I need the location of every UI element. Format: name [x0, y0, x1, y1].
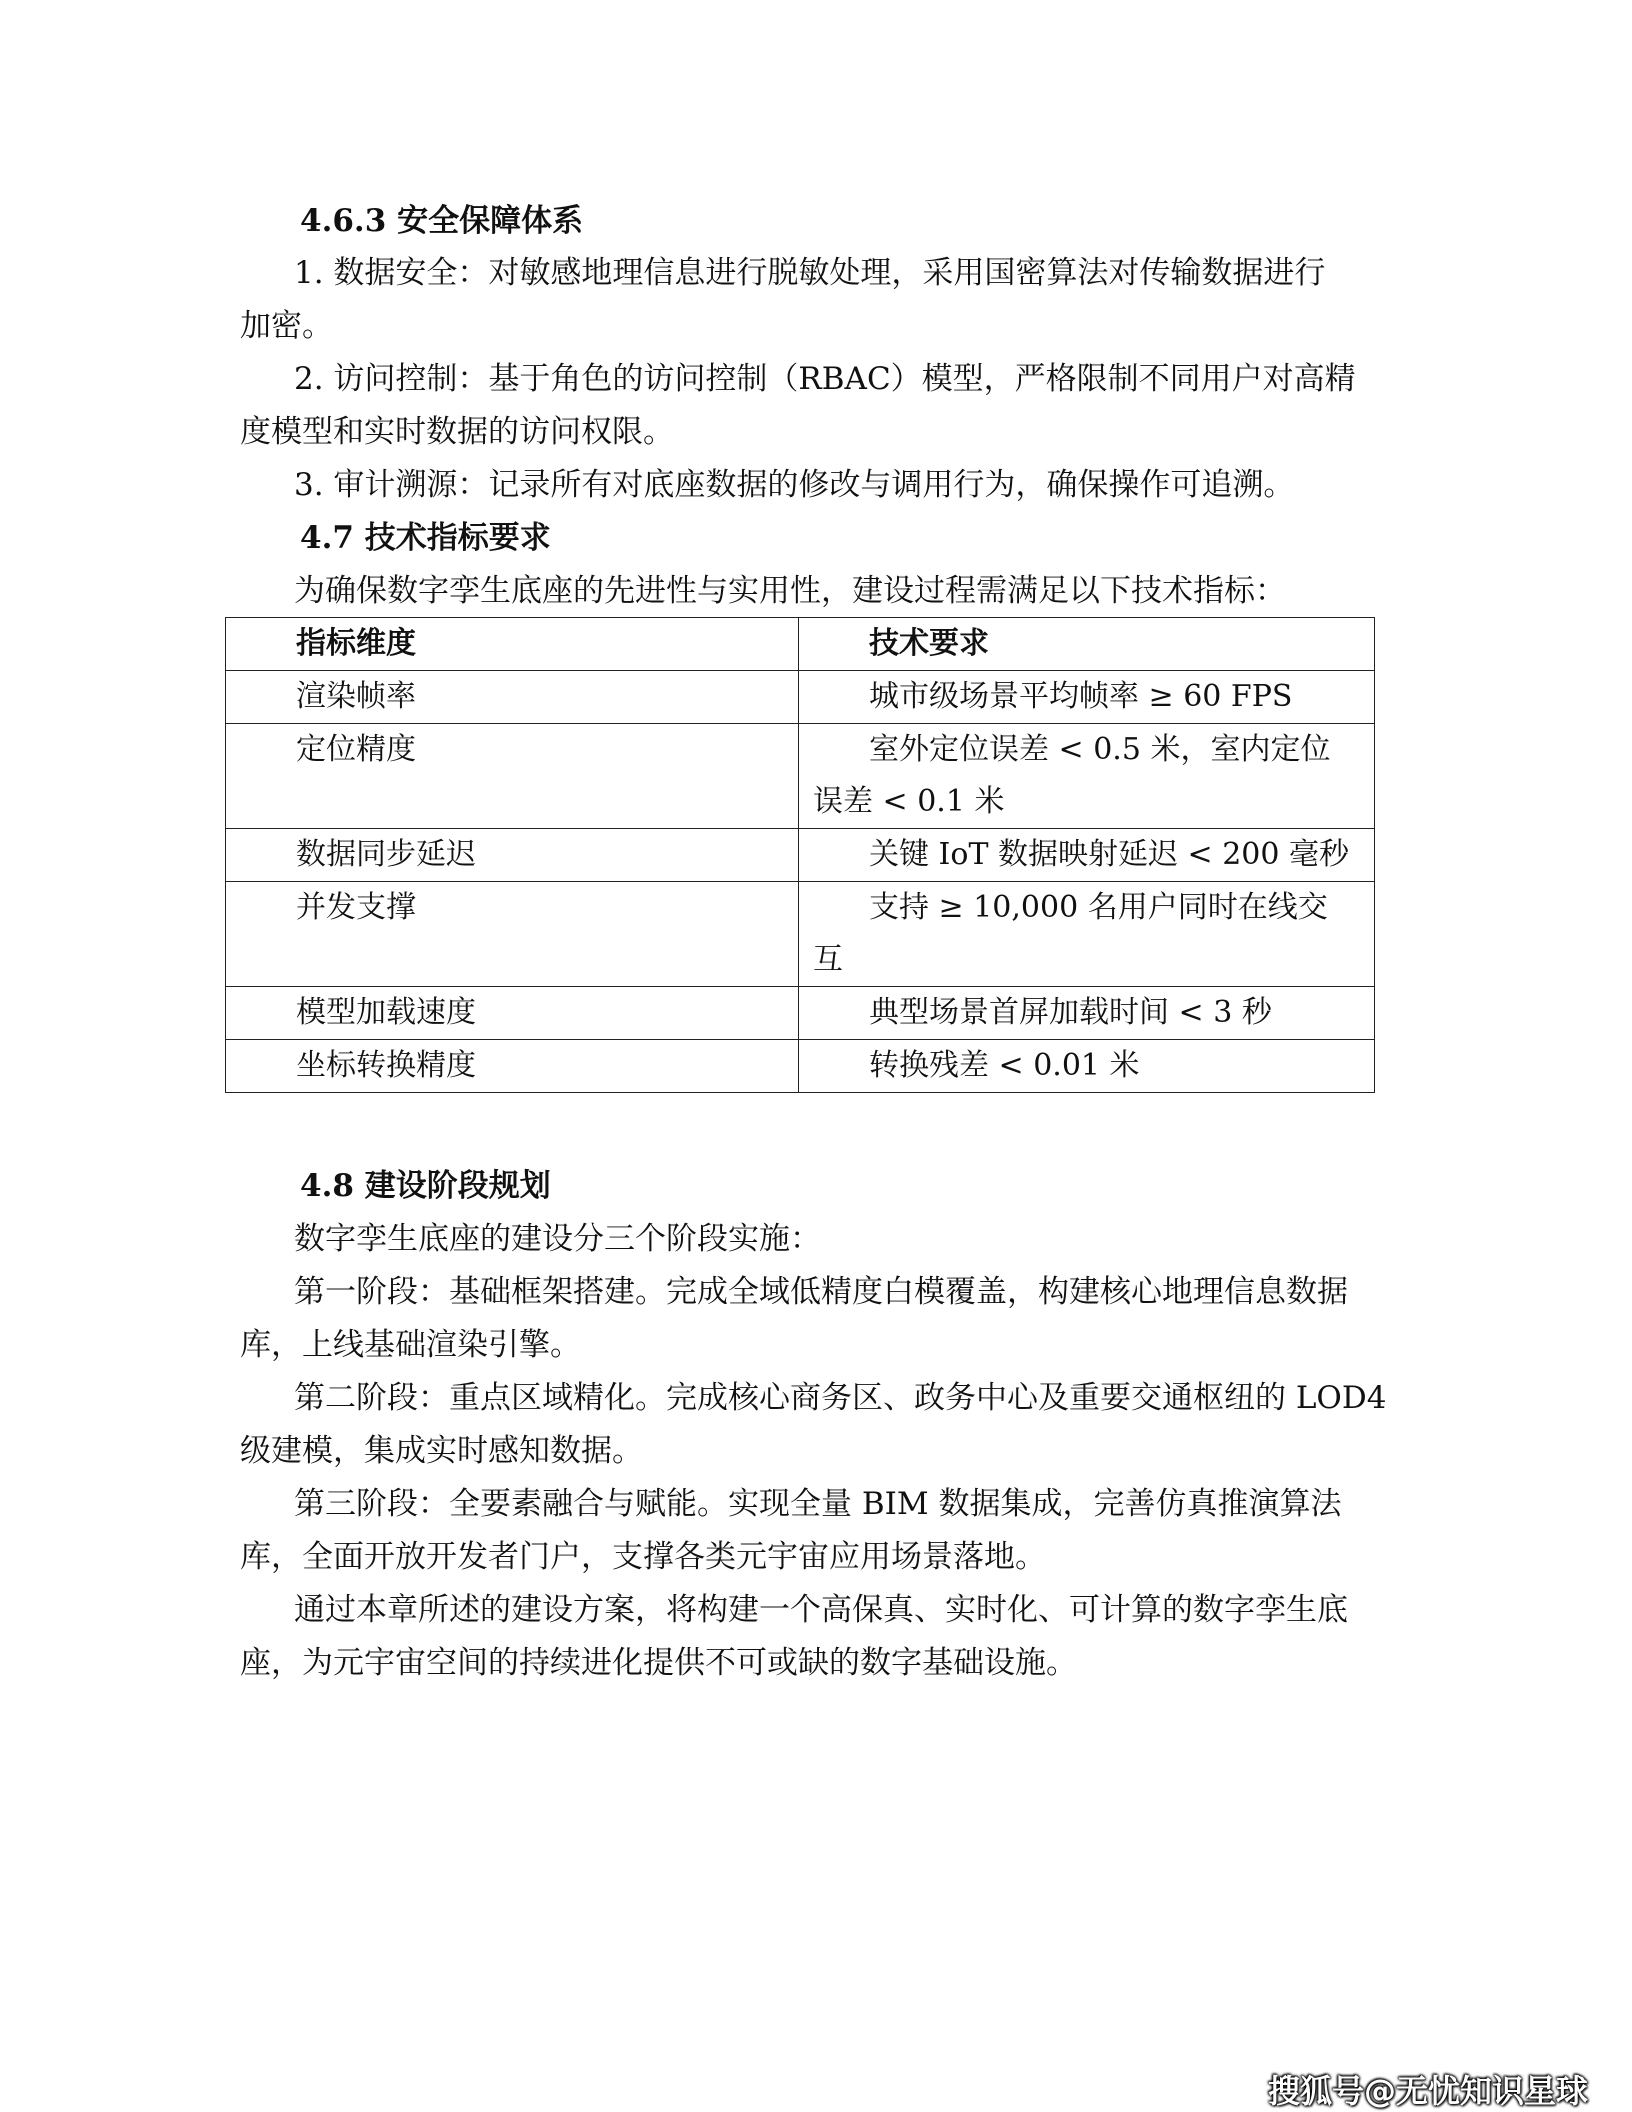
row-dimension: 数据同步延迟	[296, 837, 476, 872]
table-row	[226, 671, 1375, 724]
row-dimension: 坐标转换精度	[296, 1048, 476, 1083]
phases-intro: 数字孪生底座的建设分三个阶段实施：	[294, 1221, 821, 1257]
row-requirement: 关键 IoT 数据映射延迟 < 200 毫秒	[869, 837, 1349, 872]
paragraph-audit-trace: 3. 审计溯源：记录所有对底座数据的修改与调用行为，确保操作可追溯。	[294, 467, 1295, 503]
phase-two-line1: 第二阶段：重点区域精化。完成核心商务区、政务中心及重要交通枢纽的 LOD4	[294, 1380, 1387, 1416]
header-requirement: 技术要求	[869, 626, 989, 661]
row-dimension: 模型加载速度	[296, 995, 476, 1030]
conclusion-line2: 座，为元宇宙空间的持续进化提供不可或缺的数字基础设施。	[240, 1645, 1077, 1681]
paragraph-data-security-line1: 1. 数据安全：对敏感地理信息进行脱敏处理，采用国密算法对传输数据进行	[294, 255, 1326, 291]
row-dimension: 定位精度	[296, 732, 416, 767]
paragraph-access-control-line1: 2. 访问控制：基于角色的访问控制（RBAC）模型，严格限制不同用户对高精	[294, 361, 1356, 397]
header-dimension: 指标维度	[296, 626, 416, 661]
table-row	[226, 882, 1375, 987]
row-dimension: 渲染帧率	[296, 679, 416, 714]
row-requirement: 支持 ≥ 10,000 名用户同时在线交	[869, 890, 1328, 925]
section-heading-4-8: 4.8 建设阶段规划	[300, 1168, 551, 1204]
phase-two-line2: 级建模，集成实时感知数据。	[240, 1433, 643, 1469]
phase-one-line2: 库，上线基础渲染引擎。	[240, 1327, 581, 1363]
row-requirement: 典型场景首屏加载时间 < 3 秒	[869, 995, 1272, 1030]
row-requirement: 室外定位误差 < 0.5 米，室内定位	[869, 732, 1331, 767]
table-row	[226, 987, 1375, 1040]
conclusion-line1: 通过本章所述的建设方案，将构建一个高保真、实时化、可计算的数字孪生底	[294, 1592, 1348, 1628]
tech-spec-intro: 为确保数字孪生底座的先进性与实用性，建设过程需满足以下技术指标：	[294, 573, 1286, 609]
table-row	[226, 829, 1375, 882]
section-heading-4-7: 4.7 技术指标要求	[300, 520, 551, 556]
row-requirement: 城市级场景平均帧率 ≥ 60 FPS	[869, 679, 1293, 714]
row-requirement-cont: 互	[813, 942, 843, 977]
phase-three-line1: 第三阶段：全要素融合与赋能。实现全量 BIM 数据集成，完善仿真推演算法	[294, 1486, 1342, 1522]
table-row	[226, 1040, 1375, 1093]
table-row	[226, 724, 1375, 829]
table-header-row	[226, 618, 1375, 671]
watermark-text: 搜狐号@无忧知识星球	[1268, 2072, 1589, 2110]
paragraph-data-security-line2: 加密。	[240, 308, 333, 344]
section-heading-4-6-3: 4.6.3 安全保障体系	[300, 203, 584, 239]
tech-spec-table	[225, 617, 1375, 1093]
row-requirement-cont: 误差 < 0.1 米	[813, 784, 1005, 819]
row-requirement: 转换残差 < 0.01 米	[869, 1048, 1140, 1083]
row-dimension: 并发支撑	[296, 890, 416, 925]
phase-one-line1: 第一阶段：基础框架搭建。完成全域低精度白模覆盖，构建核心地理信息数据	[294, 1274, 1348, 1310]
paragraph-access-control-line2: 度模型和实时数据的访问权限。	[240, 414, 674, 450]
phase-three-line2: 库，全面开放开发者门户，支撑各类元宇宙应用场景落地。	[240, 1539, 1046, 1575]
